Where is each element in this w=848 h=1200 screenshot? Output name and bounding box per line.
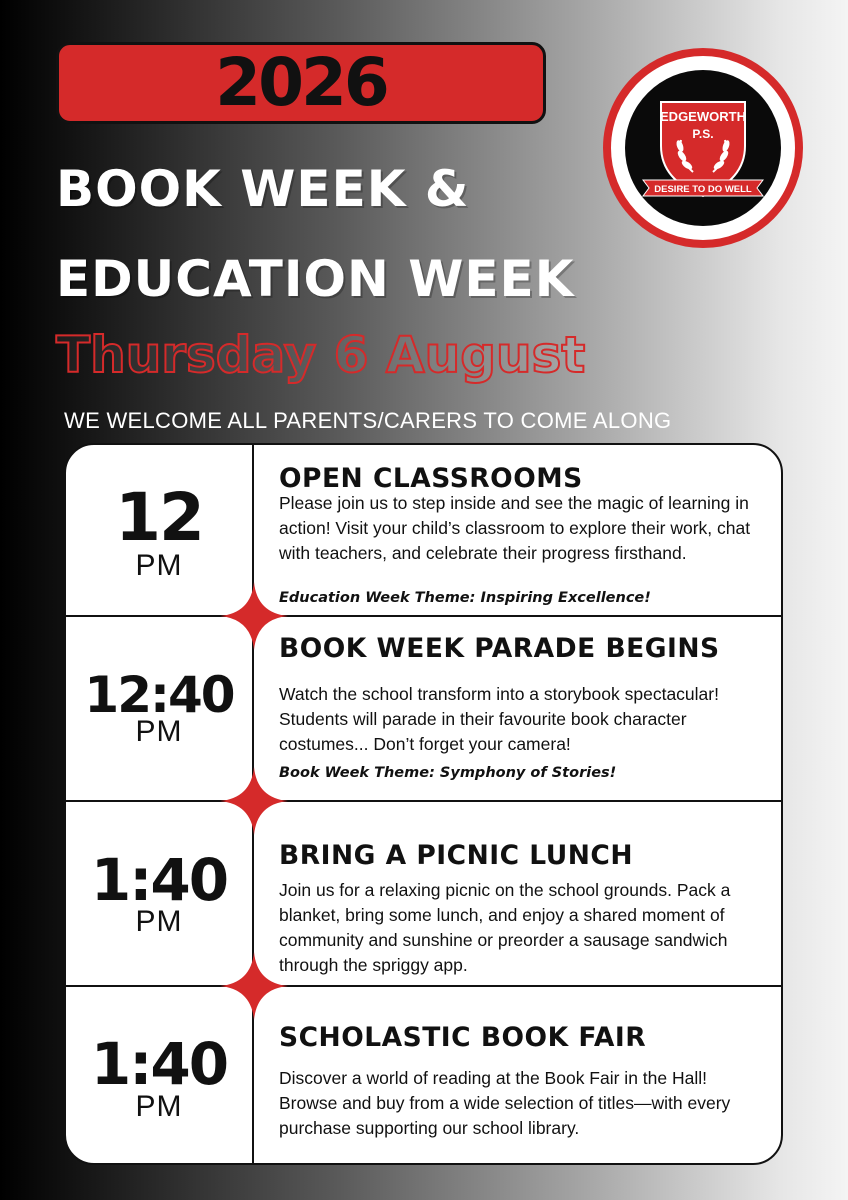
event-1-theme: Education Week Theme: Inspiring Excellence! bbox=[279, 590, 651, 606]
event-1-time: 12 bbox=[115, 479, 203, 556]
event-4-description: Discover a world of reading at the Book Fair in the Hall! Browse and buy from a wide selection of titles—with every purchase supporting our school library. bbox=[279, 1068, 731, 1138]
crest-motto: DESIRE TO DO WELL bbox=[654, 184, 752, 195]
event-3-time: 1:40 bbox=[90, 846, 228, 914]
event-1-title: OPEN CLASSROOMS bbox=[279, 463, 583, 494]
event-4-time: 1:40 bbox=[90, 1030, 228, 1098]
title-line-1: BOOK WEEK & bbox=[56, 160, 470, 218]
row-divider-2 bbox=[66, 800, 781, 802]
school-logo-inner bbox=[625, 70, 781, 226]
schedule-panel bbox=[64, 443, 783, 1165]
school-logo bbox=[603, 48, 803, 248]
event-2-time: 12:40 bbox=[84, 666, 234, 724]
sparkle-star-icon bbox=[220, 582, 288, 650]
title-line-2: EDUCATION WEEK bbox=[56, 250, 575, 308]
event-2-theme: Book Week Theme: Symphony of Stories! bbox=[279, 765, 617, 781]
row-divider-3 bbox=[66, 985, 781, 987]
event-4-period: PM bbox=[135, 1090, 183, 1123]
event-1-period: PM bbox=[135, 549, 183, 582]
event-3-description: Join us for a relaxing picnic on the school grounds. Pack a blanket, bring some lunch, and enjoy a shared moment of community and sunshine or preorder a sausage sandwich through the spriggy app. bbox=[279, 880, 731, 975]
event-4-title: SCHOLASTIC BOOK FAIR bbox=[279, 1022, 647, 1053]
year-text: 2026 bbox=[215, 44, 387, 121]
sparkle-star-icon bbox=[220, 952, 288, 1020]
event-3-period: PM bbox=[135, 905, 183, 938]
row-divider-1 bbox=[66, 615, 781, 617]
school-crest-icon bbox=[633, 88, 773, 208]
event-2-description: Watch the school transform into a storybook spectacular! Students will parade in their favourite book character costumes... Don’t forget your camera! bbox=[279, 684, 719, 754]
event-1-description: Please join us to step inside and see the magic of learning in action! Visit your child’s classroom to explore their work, chat with teachers, and celebrate their progress firsthand. bbox=[279, 493, 751, 563]
event-3-title: BRING A PICNIC LUNCH bbox=[279, 840, 634, 871]
year-banner bbox=[56, 42, 546, 124]
event-2-title: BOOK WEEK PARADE BEGINS bbox=[279, 633, 720, 664]
event-2-period: PM bbox=[135, 715, 183, 748]
welcome-text: WE WELCOME ALL PARENTS/CARERS TO COME ALONG bbox=[64, 408, 672, 433]
crest-abbrev: P.S. bbox=[692, 127, 714, 141]
event-date: Thursday 6 August bbox=[56, 326, 586, 384]
crest-school-name: EDGEWORTH bbox=[660, 109, 746, 124]
sparkle-star-icon bbox=[220, 767, 288, 835]
